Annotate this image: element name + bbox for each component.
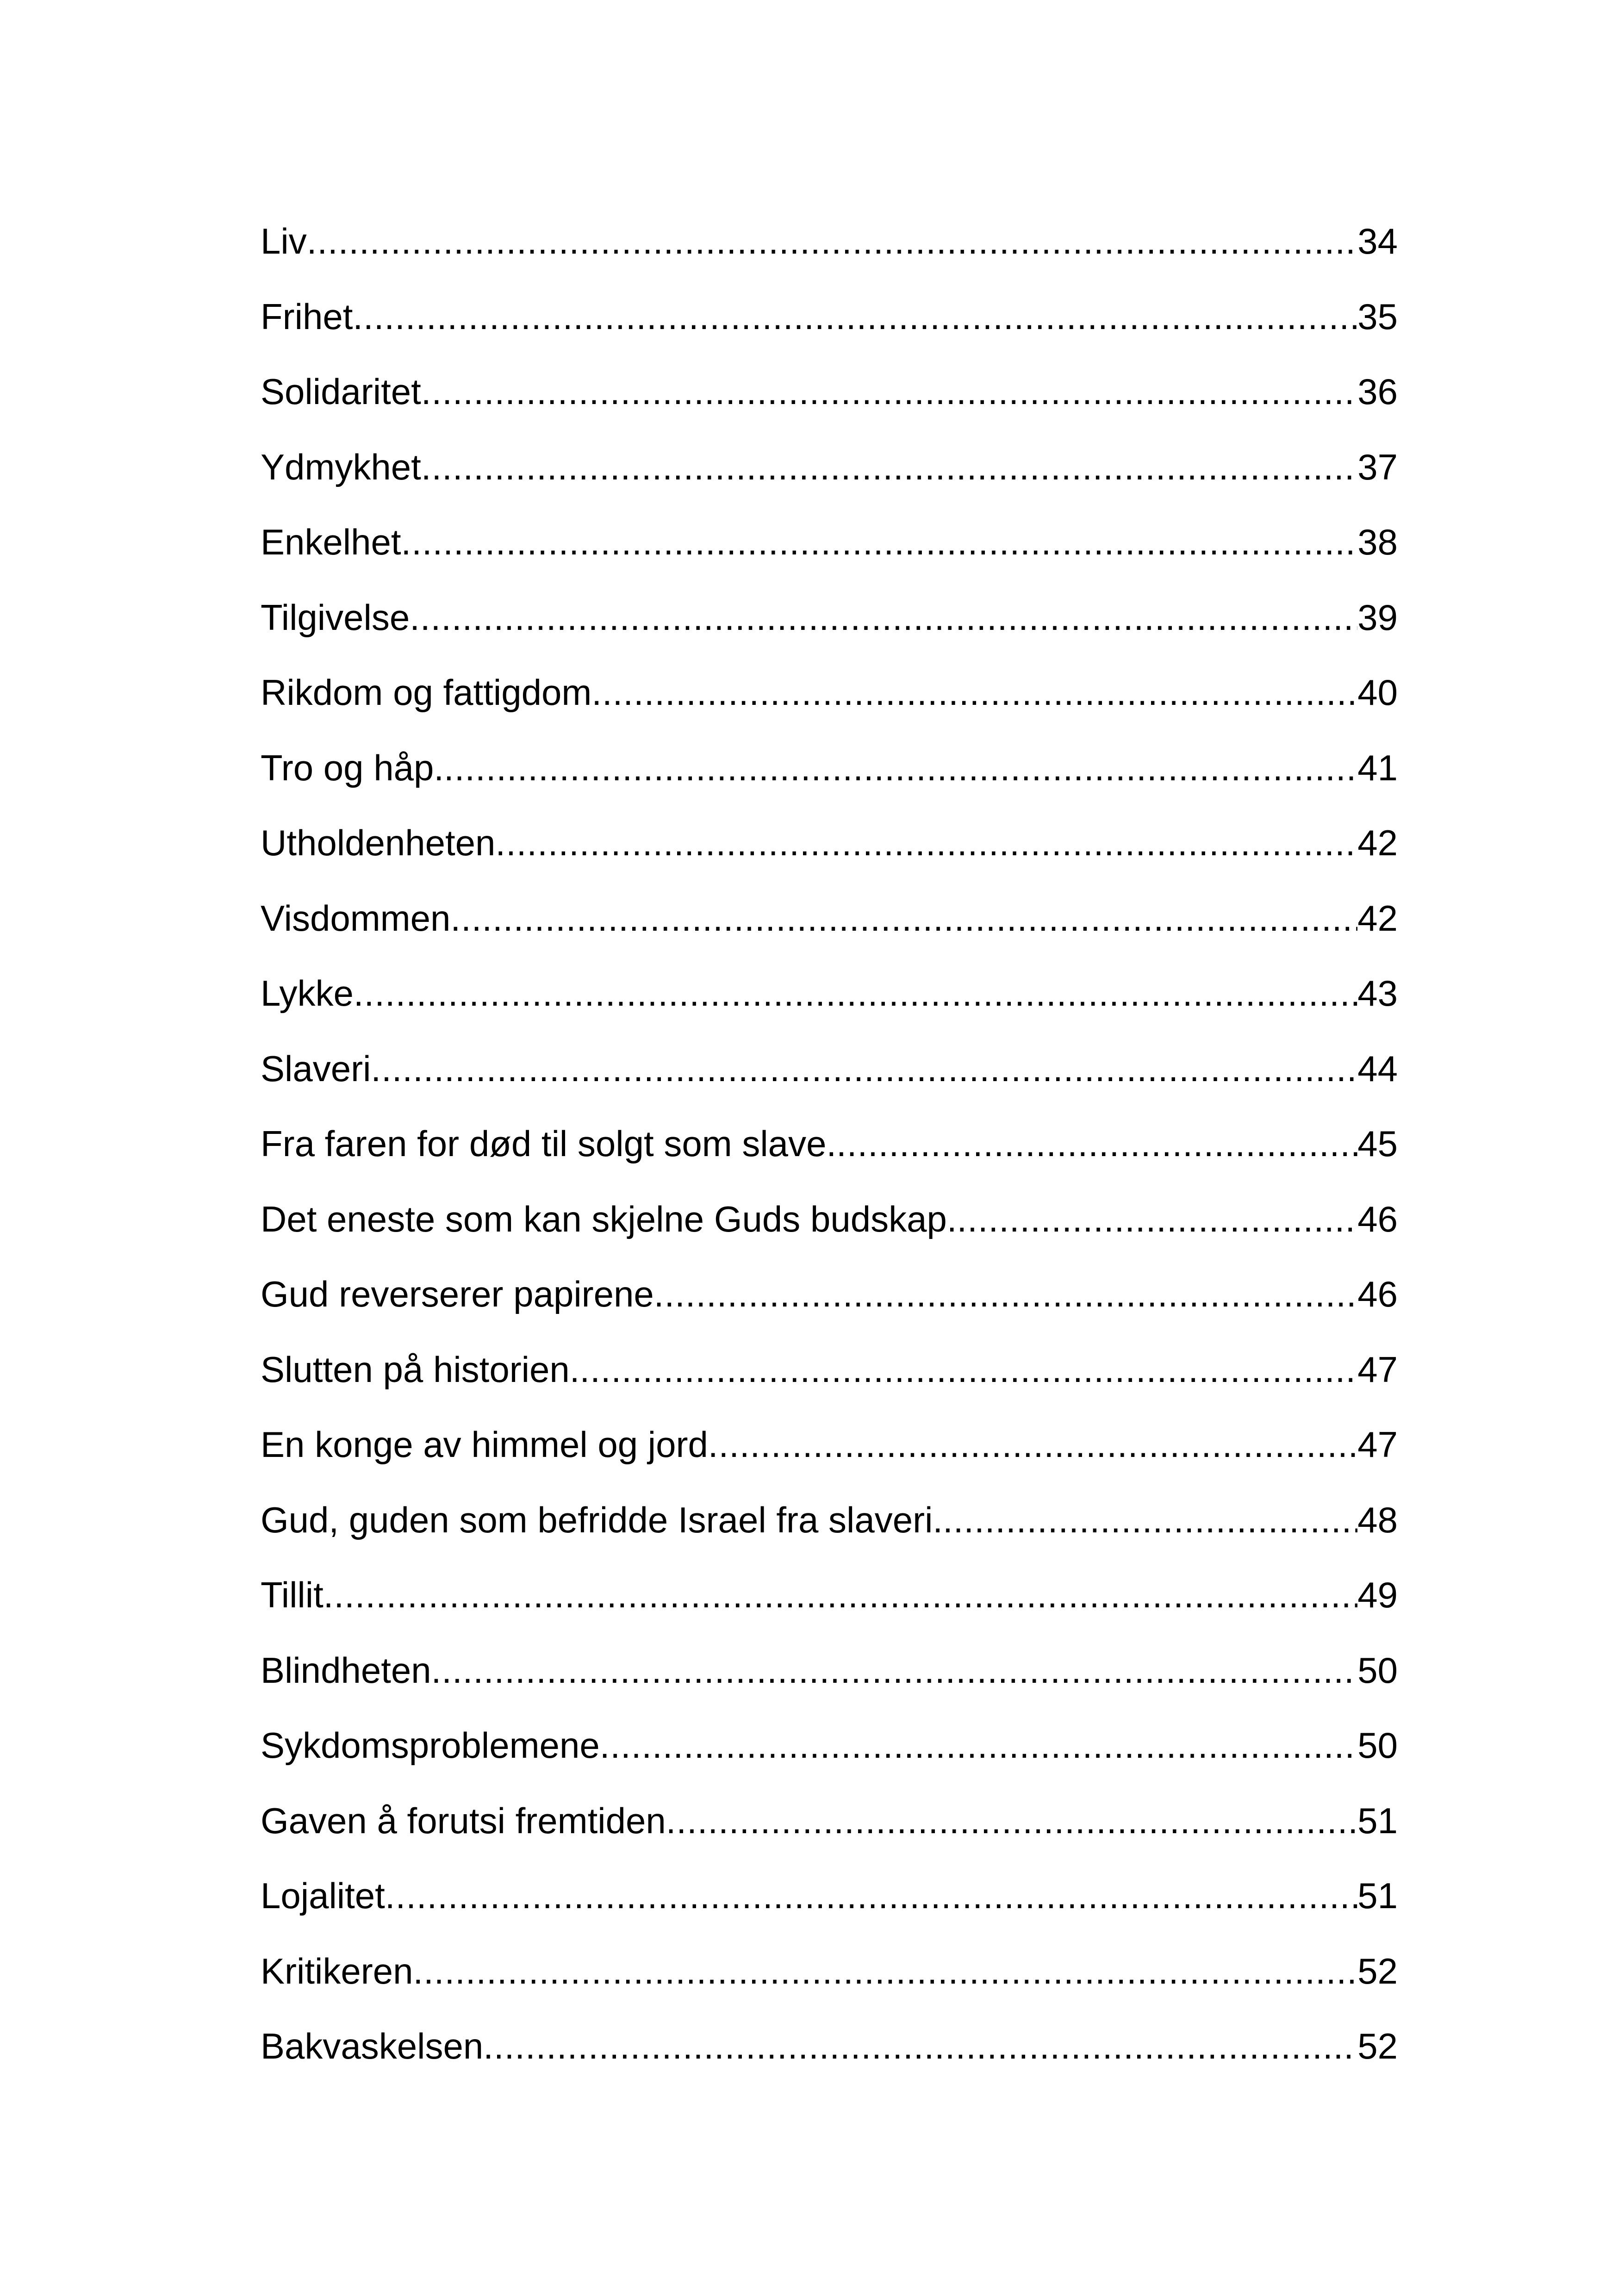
toc-entry-page-number: 52 <box>1357 2026 1398 2066</box>
toc-dot-leader <box>957 1182 1358 1257</box>
toc-dot-leader <box>654 1257 1357 1332</box>
toc-dot-leader <box>371 1031 1357 1107</box>
toc-entry-title: Fra faren for død til solgt som slave. <box>261 1123 837 1164</box>
toc-entry-title: Lojalitet <box>261 1875 385 1916</box>
toc-entry <box>261 1407 1398 1482</box>
toc-entry-title: En konge av himmel og jord <box>261 1424 708 1465</box>
toc-entry-page-number: 47 <box>1357 1349 1398 1390</box>
toc-entry-title: Ydmykhet <box>261 446 421 487</box>
toc-dot-leader <box>307 204 1358 279</box>
toc-entry <box>261 1858 1398 1934</box>
toc-entry <box>261 956 1398 1031</box>
toc-entry-page-number: 48 <box>1357 1499 1398 1540</box>
toc-entry-page-number: 42 <box>1357 897 1398 939</box>
toc-dot-leader <box>600 1708 1358 1783</box>
toc-entry-page-number: 52 <box>1357 1950 1398 1991</box>
toc-entry <box>261 204 1398 279</box>
toc-entry-title: Bakvaskelsen <box>261 2026 484 2066</box>
toc-entry-title: Det eneste som kan skjelne Guds budskap. <box>261 1198 957 1239</box>
toc-dot-leader <box>421 429 1357 505</box>
toc-entry <box>261 1482 1398 1558</box>
toc-entry-title: Rikdom og fattigdom <box>261 672 592 713</box>
toc-dot-leader <box>353 279 1357 355</box>
toc-entry-title: Gud, guden som befridde Israel fra slaveri. <box>261 1499 943 1540</box>
toc-entry-title: Utholdenheten <box>261 822 496 863</box>
toc-entry-title: Gaven å forutsi fremtiden <box>261 1800 666 1841</box>
toc-entry-page-number: 46 <box>1357 1198 1398 1239</box>
toc-entry <box>261 279 1398 355</box>
toc-entry-page-number: 43 <box>1357 973 1398 1014</box>
toc-entry <box>261 2009 1398 2084</box>
toc-entry-page-number: 42 <box>1357 822 1398 863</box>
toc-entry <box>261 805 1398 881</box>
table-of-contents <box>261 204 1398 2084</box>
toc-entry <box>261 881 1398 956</box>
toc-entry-page-number: 50 <box>1357 1649 1398 1691</box>
toc-entry-title: Kritikeren <box>261 1950 413 1991</box>
toc-entry-page-number: 51 <box>1357 1875 1398 1916</box>
toc-entry-title: Sykdomsproblemene <box>261 1725 600 1766</box>
toc-entry <box>261 1633 1398 1708</box>
toc-entry-page-number: 45 <box>1357 1123 1398 1164</box>
toc-entry-title: Tillit <box>261 1574 324 1615</box>
toc-dot-leader <box>421 354 1357 429</box>
toc-dot-leader <box>385 1858 1357 1934</box>
toc-dot-leader <box>354 956 1357 1031</box>
toc-dot-leader <box>483 2009 1357 2084</box>
toc-entry <box>261 1783 1398 1859</box>
toc-dot-leader <box>401 504 1358 580</box>
toc-entry-page-number: 38 <box>1357 522 1398 562</box>
toc-entry <box>261 1182 1398 1257</box>
toc-entry-title: Gud reverserer papirene <box>261 1274 654 1314</box>
toc-entry-title: Tilgivelse <box>261 597 410 638</box>
toc-entry-page-number: 34 <box>1357 221 1398 261</box>
toc-entry <box>261 655 1398 730</box>
toc-entry-title: Frihet <box>261 296 353 337</box>
toc-dot-leader <box>943 1482 1357 1558</box>
toc-dot-leader <box>666 1783 1357 1859</box>
toc-dot-leader <box>579 1332 1357 1407</box>
toc-entry-page-number: 36 <box>1357 371 1398 412</box>
toc-entry-page-number: 50 <box>1357 1725 1398 1766</box>
toc-entry-title: Slaveri <box>261 1048 371 1089</box>
toc-dot-leader <box>450 881 1357 956</box>
toc-entry <box>261 1708 1398 1783</box>
toc-entry-title: Solidaritet <box>261 371 421 412</box>
toc-entry-page-number: 35 <box>1357 296 1398 337</box>
toc-entry <box>261 1934 1398 2009</box>
toc-entry <box>261 730 1398 806</box>
toc-entry-title: Tro og håp. <box>261 747 444 788</box>
toc-entry-page-number: 37 <box>1357 446 1398 487</box>
toc-entry-page-number: 46 <box>1357 1274 1398 1314</box>
toc-entry <box>261 354 1398 429</box>
toc-entry-page-number: 39 <box>1357 597 1398 638</box>
toc-entry <box>261 1106 1398 1182</box>
toc-dot-leader <box>444 730 1357 806</box>
toc-entry-page-number: 41 <box>1357 747 1398 788</box>
toc-entry-title: Visdommen <box>261 897 451 939</box>
toc-dot-leader <box>324 1557 1357 1633</box>
toc-dot-leader <box>413 1934 1357 2009</box>
toc-entry <box>261 580 1398 655</box>
toc-dot-leader <box>836 1106 1357 1182</box>
toc-dot-leader <box>708 1407 1357 1482</box>
toc-entry <box>261 1031 1398 1107</box>
toc-dot-leader <box>431 1633 1358 1708</box>
toc-entry <box>261 1257 1398 1332</box>
toc-dot-leader <box>495 805 1357 881</box>
toc-entry-page-number: 44 <box>1357 1048 1398 1089</box>
toc-entry <box>261 1557 1398 1633</box>
toc-entry <box>261 504 1398 580</box>
toc-entry-title: Liv <box>261 221 307 261</box>
toc-dot-leader <box>591 655 1357 730</box>
toc-entry-title: Enkelhet <box>261 522 401 562</box>
toc-entry-page-number: 49 <box>1357 1574 1398 1615</box>
toc-dot-leader <box>410 580 1357 655</box>
toc-entry-page-number: 51 <box>1357 1800 1398 1841</box>
toc-entry <box>261 429 1398 505</box>
toc-entry-page-number: 40 <box>1357 672 1398 713</box>
toc-entry-page-number: 47 <box>1357 1424 1398 1465</box>
toc-entry-title: Blindheten <box>261 1649 431 1691</box>
toc-entry-title: Slutten på historien. <box>261 1349 580 1390</box>
toc-entry-title: Lykke <box>261 973 354 1014</box>
toc-entry <box>261 1332 1398 1407</box>
